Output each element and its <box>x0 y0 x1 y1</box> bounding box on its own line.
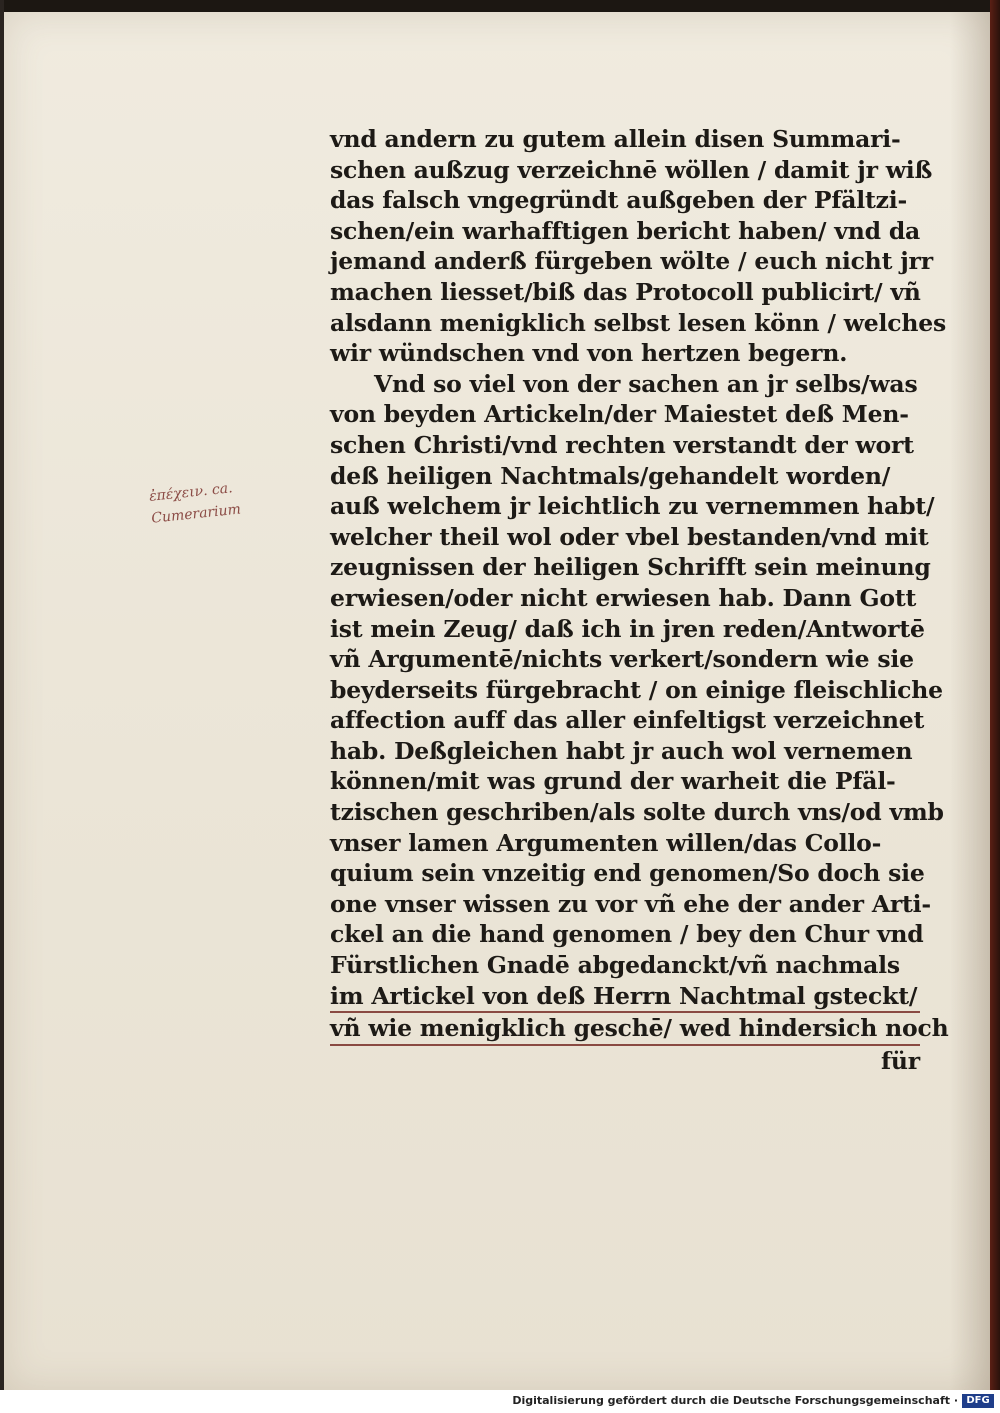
text-line: können/mit was grund der warheit die Pfäl- <box>330 767 896 796</box>
text-line: machen liesset/biß das Protocoll publicirt/ vñ <box>330 277 921 306</box>
margin-note-line: Cumerarium <box>150 501 242 527</box>
text-line: auß welchem jr leichtlich zu vernemmen habt/ <box>330 492 935 521</box>
underlined-text-line: im Artickel von deß Herrn Nachtmal gsteckt/ <box>330 981 920 1014</box>
dfg-logo: DFG <box>962 1394 994 1408</box>
page-gutter-shadow <box>950 12 990 1390</box>
text-line: wir wündschen vnd von hertzen begern. <box>330 339 848 368</box>
text-line: tzischen geschriben/als solte durch vns/od vmb <box>330 798 944 827</box>
text-line: vñ Argumentē/nichts verkert/sondern wie sie <box>330 645 914 674</box>
text-line: deß heiligen Nachtmals/gehandelt worden/ <box>330 461 891 490</box>
text-line: affection auff das aller einfeltigst verzeichnet <box>330 706 925 735</box>
text-line: vnser lamen Argumenten willen/das Collo- <box>330 828 882 857</box>
funding-credit: Digitalisierung gefördert durch die Deutsche Forschungsgemeinschaft · <box>512 1394 958 1407</box>
paragraph-start-line: Vnd so viel von der sachen an jr selbs/was <box>374 369 918 398</box>
text-line: Fürstlichen Gnadē abgedanckt/vñ nachmals <box>330 951 900 980</box>
text-line: erwiesen/oder nicht erwiesen hab. Dann Gott <box>330 583 917 612</box>
text-line: welcher theil wol oder vbel bestanden/vnd mit <box>330 522 929 551</box>
text-line: beyderseits fürgebracht / on einige fleischliche <box>330 675 943 704</box>
text-line: jemand anderß fürgeben wölte / euch nicht jrr <box>330 247 933 276</box>
text-line: alsdann menigklich selbst lesen könn / welches <box>330 308 947 337</box>
text-line: ist mein Zeug/ daß ich in jren reden/Antwortē <box>330 614 925 643</box>
text-line: hab. Deßgleichen habt jr auch wol vernemen <box>330 736 913 765</box>
catchword: für <box>881 1046 920 1075</box>
text-line: schen außzug verzeichnē wöllen / damit jr wiß <box>330 155 933 184</box>
text-line: one vnser wissen zu vor vñ ehe der ander Arti- <box>330 889 931 918</box>
digitization-footer <box>0 1390 1000 1413</box>
text-line: schen Christi/vnd rechten verstandt der wort <box>330 430 914 459</box>
underlined-text-line: vñ wie menigklich geschē/ wed hindersich noch <box>330 1013 920 1046</box>
page-body-text <box>330 124 949 1076</box>
margin-note-line: ἐπέχειν. ca. <box>148 480 234 505</box>
text-line: vnd andern zu gutem allein disen Summari- <box>330 125 901 153</box>
text-line: das falsch vngegründt außgeben der Pfältzi- <box>330 186 908 215</box>
text-line: schen/ein warhafftigen bericht haben/ vnd da <box>330 216 921 245</box>
scan-frame-top <box>0 0 1000 12</box>
text-line: ckel an die hand genomen / bey den Chur vnd <box>330 920 924 949</box>
text-line: von beyden Artickeln/der Maiestet deß Men- <box>330 400 909 429</box>
book-binding-edge <box>990 0 1000 1390</box>
text-line: quium sein vnzeitig end genomen/So doch sie <box>330 859 925 888</box>
text-line: zeugnissen der heiligen Schrifft sein meinung <box>330 553 931 582</box>
